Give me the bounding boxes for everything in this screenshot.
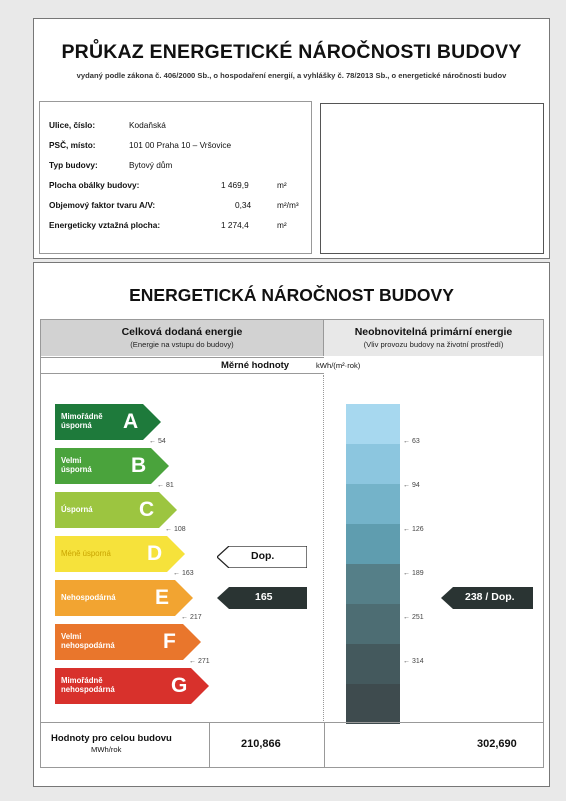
reference-pointer [217,546,307,568]
band-letter: G [171,674,188,697]
class-band-c [55,492,177,528]
info-label: Objemový faktor tvaru A/V: [49,200,156,210]
info-value: 0,34 [235,200,252,210]
info-value: 101 00 Praha 10 – Vršovice [129,140,232,150]
primary-energy-header [324,320,543,356]
footer-divider [324,722,325,767]
right-boundary-tick: ← 94 [403,482,420,489]
primary-energy-heading: Neobnovitelná primární energie [354,326,513,338]
delivered-energy-subheading: (Energie na vstupu do budovy) [130,340,234,349]
class-band-g [55,668,209,704]
left-boundary-tick: ← 108 [165,526,186,533]
band-label: Velmi úsporná [61,456,92,474]
energy-title: ENERGETICKÁ NÁROČNOST BUDOVY [129,285,454,305]
document-subtitle: vydaný podle zákona č. 406/2000 Sb., o hospodaření energií, a vyhlášky č. 78/2013 Sb., o energetické náročnosti budov [76,71,507,80]
info-unit: m²/m³ [277,200,299,210]
class-band-d [55,536,185,572]
left-boundary-tick: ← 217 [181,614,202,621]
class-band-b [55,448,169,484]
energy-board [40,319,544,768]
band-letter: F [163,630,176,653]
left-boundary-tick: ← 163 [173,570,194,577]
band-label: Méně úsporná [61,549,111,558]
info-label: Ulice, číslo: [49,120,96,130]
left-boundary-tick: ← 54 [149,438,166,445]
info-label: PSČ, místo: [49,140,96,150]
primary-energy-pointer [441,587,533,609]
measure-unit: kWh/(m²·rok) [316,361,361,370]
band-letter: B [131,454,147,477]
band-label: Úsporná [61,505,93,514]
right-boundary-tick: ← 314 [403,658,424,665]
class-band-e [55,580,193,616]
measure-row [41,357,361,374]
info-label: Typ budovy: [49,160,98,170]
right-boundary-tick: ← 189 [403,570,424,577]
right-boundary-tick: ← 251 [403,614,424,621]
primary-energy-scale-step [346,644,400,684]
primary-energy-scale-step [346,444,400,484]
footer-delivered-value: 210,866 [241,738,281,750]
energy-panel [33,262,550,787]
info-value: Kodaňská [129,120,166,130]
band-letter: C [139,498,155,521]
info-label: Energeticky vztažná plocha: [49,220,161,230]
delivered-energy-heading: Celková dodaná energie [121,326,243,338]
reference-pointer-label: Dop. [251,550,275,562]
delivered-energy-value: 165 [255,591,273,603]
band-letter: E [155,586,170,609]
info-value: Bytový dům [129,160,173,170]
info-value: 1 274,4 [221,220,249,230]
primary-energy-value: 238 / Dop. [465,591,515,603]
class-band-f [55,624,201,660]
band-letter: D [147,542,163,565]
right-boundary-tick: ← 126 [403,526,424,533]
info-unit: m² [277,220,287,230]
primary-energy-scale-step [346,404,400,444]
left-boundary-tick: ← 271 [189,658,210,665]
band-letter: A [123,410,139,433]
primary-energy-scale-step [346,684,400,724]
header-panel [33,18,550,259]
column-divider [323,375,324,723]
building-info-box [39,101,312,254]
primary-energy-subheading: (Vliv provozu budovy na životní prostředí) [363,340,504,349]
info-unit: m² [277,180,287,190]
measure-label: Měrné hodnoty [221,360,290,371]
primary-energy-scale-step [346,524,400,564]
building-photo-placeholder [320,103,544,254]
band-label: Mimořádně nehospodárná [61,676,115,694]
footer-divider [209,722,210,767]
band-label: Velmi nehospodárná [61,632,115,650]
info-label: Plocha obálky budovy: [49,180,140,190]
primary-energy-scale-step [346,484,400,524]
document-title: PRŮKAZ ENERGETICKÉ NÁROČNOSTI BUDOVY [61,41,522,63]
right-boundary-tick: ← 63 [403,438,420,445]
class-band-a [55,404,161,440]
footer-label: Hodnoty pro celou budovu [51,733,172,744]
whole-building-footer [41,722,543,768]
primary-energy-scale-step [346,604,400,644]
info-value: 1 469,9 [221,180,249,190]
footer-unit: MWh/rok [91,745,122,754]
band-label: Nehospodárná [61,593,116,602]
left-boundary-tick: ← 81 [157,482,174,489]
delivered-energy-pointer [217,587,307,609]
primary-energy-scale-step [346,564,400,604]
delivered-energy-header [41,320,324,356]
band-label: Mimořádně úsporná [61,412,103,430]
footer-primary-value: 302,690 [477,738,517,750]
